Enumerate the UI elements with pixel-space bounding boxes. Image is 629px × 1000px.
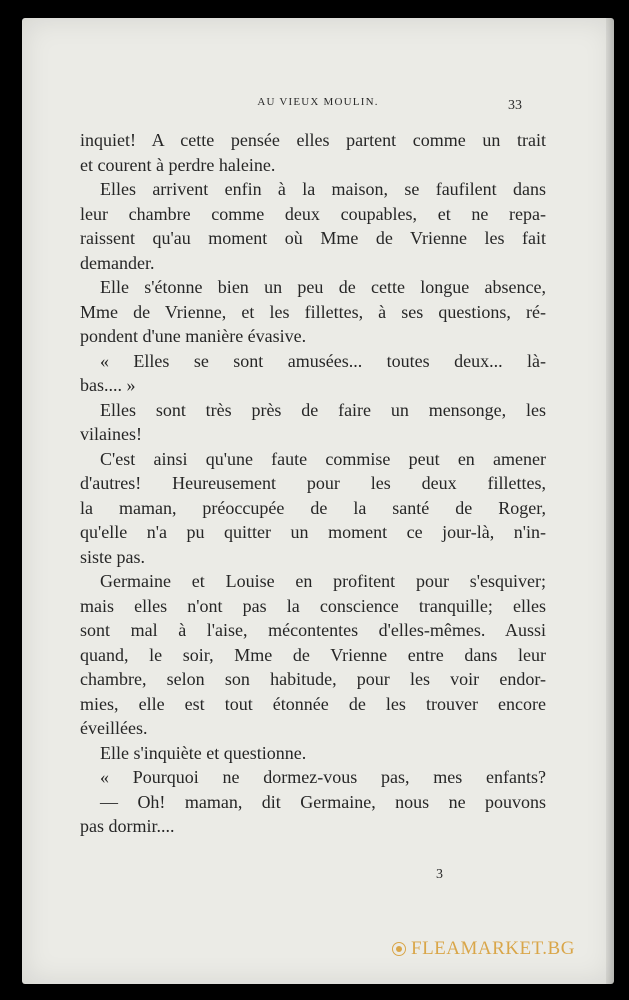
watermark-logo-icon <box>392 942 406 956</box>
watermark-text: FLEAMARKET.BG <box>411 938 575 959</box>
text-line: Elles sont très près de faire un mensonge, les <box>100 399 546 420</box>
text-line: pondent d'une manière évasive. <box>80 326 307 346</box>
page-number: 33 <box>508 98 522 113</box>
text-line: « Pourquoi ne dormez-vous pas, mes enfants? <box>100 767 546 787</box>
running-head: AU VIEUX MOULIN. <box>257 96 379 108</box>
text-line: bas.... » <box>80 375 136 395</box>
text-line: Elles arrivent enfin à la maison, se faufilent dans <box>100 179 546 199</box>
text-line: raissent qu'au moment où Mme de Vrienne les fait <box>80 228 546 248</box>
text-line: chambre, selon son habitude, pour les voir endor- <box>80 669 546 689</box>
signature-mark: 3 <box>436 867 443 882</box>
body-text <box>80 128 546 839</box>
text-line: pas dormir.... <box>80 816 175 836</box>
text-line: Elle s'inquiète et questionne. <box>100 742 307 763</box>
text-line: C'est ainsi qu'une faute commise peut en amener <box>100 448 546 469</box>
text-line: quand, le soir, Mme de Vrienne entre dans leur <box>80 644 546 665</box>
text-line: Mme de Vrienne, et les fillettes, à ses questions, ré- <box>80 301 546 322</box>
text-line: qu'elle n'a pu quitter un moment ce jour-là, n'in- <box>80 522 546 542</box>
text-line: demander. <box>80 252 155 273</box>
text-line: siste pas. <box>80 546 145 567</box>
watermark <box>392 938 575 960</box>
text-line: vilaines! <box>80 424 142 444</box>
text-line: Elle s'étonne bien un peu de cette longue absence, <box>100 277 546 297</box>
book-page <box>22 18 614 984</box>
text-line: la maman, préoccupée de la santé de Roger, <box>80 497 546 518</box>
page-edge-shadow <box>606 18 614 984</box>
text-line: leur chambre comme deux coupables, et ne repa- <box>80 203 546 224</box>
text-line: d'autres! Heureusement pour les deux fillettes, <box>80 473 546 493</box>
text-line: — Oh! maman, dit Germaine, nous ne pouvons <box>100 791 546 812</box>
text-line: « Elles se sont amusées... toutes deux... là- <box>100 350 546 371</box>
text-line: et courent à perdre haleine. <box>80 154 276 175</box>
text-line: inquiet! A cette pensée elles partent comme un trait <box>80 130 546 150</box>
text-line: mies, elle est tout étonnée de les trouver encore <box>80 693 546 714</box>
text-line: Germaine et Louise en profitent pour s'esquiver; <box>100 571 546 591</box>
text-line: mais elles n'ont pas la conscience tranquille; elles <box>80 595 546 616</box>
text-line: sont mal à l'aise, mécontentes d'elles-mêmes. Aussi <box>80 620 546 640</box>
text-line: éveillées. <box>80 718 148 738</box>
